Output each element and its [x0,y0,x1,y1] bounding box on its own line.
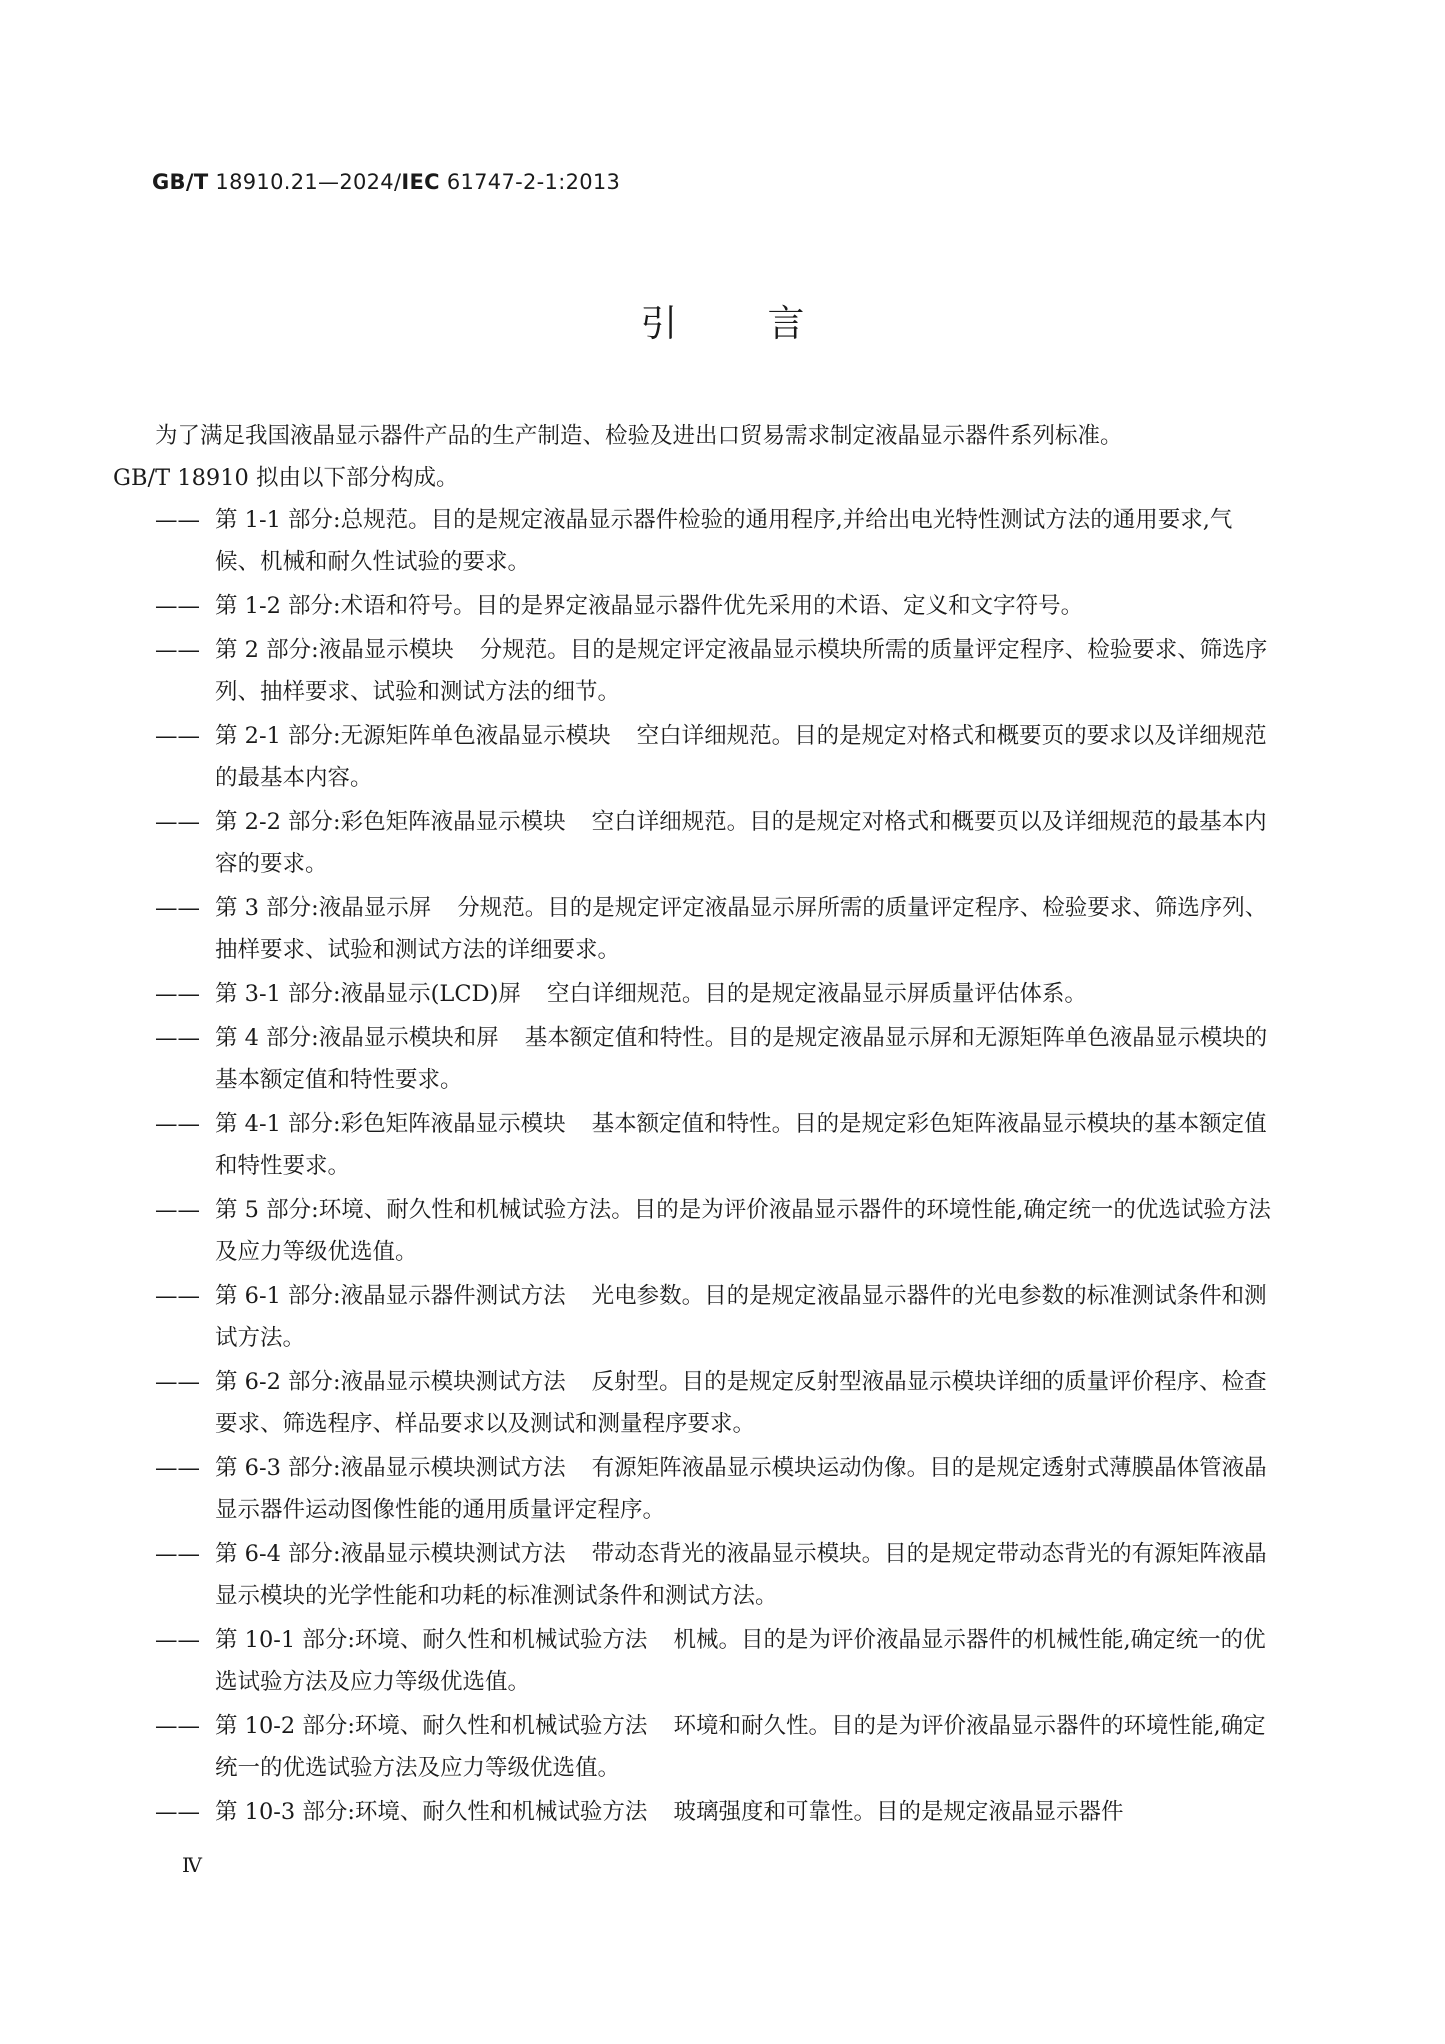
header-iec-number: 61747-2-1:2013 [439,170,621,194]
list-item [155,715,1275,799]
list-item [155,1619,1275,1703]
intro-paragraph-line2: GB/T 18910 拟由以下部分构成。 [113,465,459,491]
list-dash: —— [155,593,200,619]
part-subheading: 分规范。 [457,895,548,921]
part-heading: 第 5 部分:环境、耐久性和机械试验方法。 [215,1197,634,1223]
part-subheading: 机械。 [673,1627,741,1653]
part-heading: 第 6-2 部分:液晶显示模块测试方法 [215,1369,566,1395]
part-description: 目的是规定彩色矩阵液晶显示模块的基本额定值和特性要求。 [215,1111,1267,1179]
part-heading: 第 10-3 部分:环境、耐久性和机械试验方法 [215,1799,648,1825]
part-subheading: 空白详细规范。 [591,809,750,835]
document-body [113,415,1275,1835]
part-subheading: 带动态背光的液晶显示模块。 [591,1541,885,1567]
part-description: 目的是为评价液晶显示器件的机械性能,确定统一的优选试验方法及应力等级优选值。 [215,1627,1266,1695]
part-heading: 第 3-1 部分:液晶显示(LCD)屏 [215,981,521,1007]
part-description: 目的是规定评定液晶显示屏所需的质量评定程序、检验要求、筛选序列、抽样要求、试验和测试方法的详细要求。 [215,895,1268,963]
part-subheading: 光电参数。 [591,1283,705,1309]
part-heading: 第 10-2 部分:环境、耐久性和机械试验方法 [215,1713,648,1739]
part-heading: 第 1-2 部分:术语和符号。 [215,593,476,619]
list-dash: —— [155,1369,200,1395]
list-item [155,887,1275,971]
part-description: 目的是规定液晶显示屏质量评估体系。 [704,981,1087,1007]
list-item [155,1189,1275,1273]
list-dash: —— [155,809,200,835]
list-dash: —— [155,981,200,1007]
part-description: 目的是规定液晶显示器件 [875,1799,1124,1825]
list-item [155,1361,1275,1445]
part-heading: 第 2 部分:液晶显示模块 [215,637,454,663]
part-subheading: 反射型。 [591,1369,682,1395]
part-heading: 第 3 部分:液晶显示屏 [215,895,432,921]
list-item [155,1791,1275,1833]
part-description: 目的是规定反射型液晶显示模块详细的质量评价程序、检查要求、筛选程序、样品要求以及测试和测量程序要求。 [215,1369,1267,1437]
part-heading: 第 10-1 部分:环境、耐久性和机械试验方法 [215,1627,648,1653]
part-description: 目的是规定液晶显示屏和无源矩阵单色液晶显示模块的基本额定值和特性要求。 [215,1025,1268,1093]
part-heading: 第 4 部分:液晶显示模块和屏 [215,1025,499,1051]
header-code-prefix: GB/T [152,170,209,194]
part-subheading: 环境和耐久性。 [673,1713,831,1739]
part-heading: 第 2-2 部分:彩色矩阵液晶显示模块 [215,809,566,835]
list-item [155,1017,1275,1101]
part-description: 目的是规定对格式和概要页的要求以及详细规范的最基本内容。 [215,723,1267,791]
part-subheading: 分规范。 [479,637,570,663]
intro-paragraph-line1: 为了满足我国液晶显示器件产品的生产制造、检验及进出口贸易需求制定液晶显示器件系列标准。 [155,423,1123,449]
part-heading: 第 6-1 部分:液晶显示器件测试方法 [215,1283,566,1309]
part-description: 目的是规定评定液晶显示模块所需的质量评定程序、检验要求、筛选序列、抽样要求、试验和测试方法的细节。 [215,637,1268,705]
list-item [155,1275,1275,1359]
list-item [155,1705,1275,1789]
list-dash: —— [155,507,200,533]
part-subheading: 基本额定值和特性。 [524,1025,728,1051]
list-dash: —— [155,1197,200,1223]
part-heading: 第 6-4 部分:液晶显示模块测试方法 [215,1541,566,1567]
part-description: 目的是规定对格式和概要页以及详细规范的最基本内容的要求。 [215,809,1267,877]
list-item [155,1533,1275,1617]
list-dash: —— [155,1541,200,1567]
part-description: 目的是规定液晶显示器件检验的通用程序,并给出电光特性测试方法的通用要求,气候、机械和耐久性试验的要求。 [215,507,1233,575]
list-dash: —— [155,637,200,663]
list-item [155,629,1275,713]
list-dash: —— [155,723,200,749]
list-dash: —— [155,1799,200,1825]
list-dash: —— [155,1025,200,1051]
part-description: 目的是规定液晶显示器件的光电参数的标准测试条件和测试方法。 [215,1283,1267,1351]
part-description: 目的是为评价液晶显示器件的环境性能,确定统一的优选试验方法及应力等级优选值。 [215,1197,1271,1265]
page-title: 引言 [640,302,895,345]
part-heading: 第 4-1 部分:彩色矩阵液晶显示模块 [215,1111,566,1137]
part-subheading: 有源矩阵液晶显示模块运动伪像。 [591,1455,930,1481]
list-item [155,801,1275,885]
part-description: 目的是规定透射式薄膜晶体管液晶显示器件运动图像性能的通用质量评定程序。 [215,1455,1267,1523]
part-description: 目的是规定带动态背光的有源矩阵液晶显示模块的光学性能和功耗的标准测试条件和测试方法。 [215,1541,1267,1609]
part-description: 目的是为评价液晶显示器件的环境性能,确定统一的优选试验方法及应力等级优选值。 [215,1713,1266,1781]
header-iec-prefix: IEC [401,170,440,194]
part-subheading: 玻璃强度和可靠性。 [673,1799,876,1825]
part-description: 目的是界定液晶显示器件优先采用的术语、定义和文字符号。 [475,593,1084,619]
part-subheading: 空白详细规范。 [636,723,795,749]
header-code-number: 18910.21—2024/ [208,170,402,194]
list-item [155,973,1275,1015]
part-heading: 第 2-1 部分:无源矩阵单色液晶显示模块 [215,723,611,749]
parts-list [155,499,1275,1833]
page-number: Ⅳ [182,1853,202,1877]
part-subheading: 空白详细规范。 [546,981,705,1007]
list-dash: —— [155,1111,200,1137]
list-dash: —— [155,1627,200,1653]
part-subheading: 基本额定值和特性。 [591,1111,795,1137]
list-dash: —— [155,1455,200,1481]
list-dash: —— [155,895,200,921]
part-heading: 第 1-1 部分:总规范。 [215,507,431,533]
list-item [155,585,1275,627]
part-heading: 第 6-3 部分:液晶显示模块测试方法 [215,1455,566,1481]
list-dash: —— [155,1713,200,1739]
list-item [155,499,1275,583]
list-item [155,1447,1275,1531]
list-dash: —— [155,1283,200,1309]
list-item [155,1103,1275,1187]
standard-code-header [152,170,620,194]
